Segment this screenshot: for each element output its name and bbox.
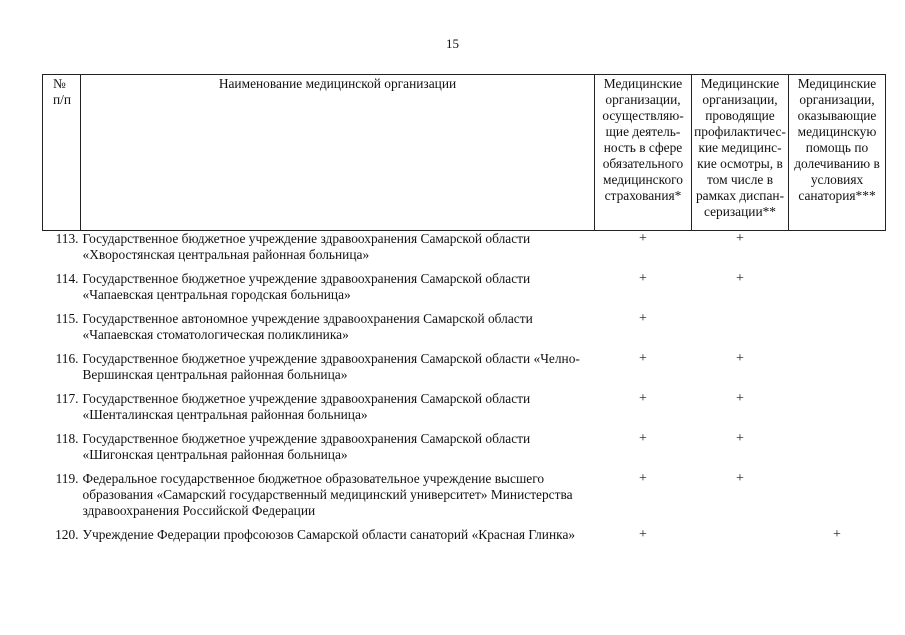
organization-name: Государственное бюджетное учреждение здравоохранения Самарской области «Чапаевская центральная городская больница» — [82, 271, 531, 302]
sanatorium-mark — [789, 271, 886, 311]
organization-name: Государственное бюджетное учреждение здравоохранения Самарской области «Шенталинская центральная районная больница» — [82, 391, 531, 422]
sanatorium-mark — [789, 471, 886, 527]
checkup-mark: + — [736, 391, 744, 406]
row-number: 120. — [55, 527, 79, 542]
oms-mark: + — [639, 431, 647, 446]
header-number-abbrev: п/п — [53, 92, 72, 107]
checkup-mark: + — [736, 431, 744, 446]
header-number — [43, 75, 81, 231]
organization-name: Учреждение Федерации профсоюзов Самарской области санаторий «Красная Глинка» — [82, 527, 576, 542]
checkup-mark — [692, 527, 789, 551]
header-number-symbol: № — [53, 76, 66, 91]
oms-mark: + — [639, 271, 647, 286]
table-row — [43, 271, 886, 311]
row-number: 115. — [55, 311, 79, 326]
oms-mark: + — [639, 351, 647, 366]
row-number: 113. — [55, 231, 79, 246]
sanatorium-mark — [789, 391, 886, 431]
organization-name: Федеральное государственное бюджетное образовательное учреждение высшего образования «Самарский государственный медицинский университет» Министерства здравоохранения Российской Федерации — [82, 471, 573, 518]
oms-mark: + — [639, 231, 647, 246]
sanatorium-mark — [789, 231, 886, 272]
table-row — [43, 231, 886, 272]
header-organization-name: Наименование медицинской организации — [81, 75, 595, 231]
table-row — [43, 527, 886, 551]
organizations-table — [42, 74, 886, 551]
table-row — [43, 351, 886, 391]
organization-name: Государственное бюджетное учреждение здравоохранения Самарской области «Шигонская центральная районная больница» — [82, 431, 531, 462]
table-row — [43, 311, 886, 351]
checkup-mark: + — [736, 231, 744, 246]
checkup-mark — [692, 311, 789, 351]
table-row — [43, 431, 886, 471]
table-header-row — [43, 75, 886, 231]
header-oms-column: Медицинские организации, осуществляю-щие деятель-ность в сфере обязательного медицинского страхования* — [595, 75, 692, 231]
checkup-mark: + — [736, 471, 744, 486]
page-number: 15 — [446, 36, 459, 51]
header-sanatorium-column: Медицинские организации, оказывающие медицинскую помощь по долечиванию в условиях санатория*** — [789, 75, 886, 231]
table-row — [43, 471, 886, 527]
row-number: 117. — [55, 391, 79, 406]
checkup-mark: + — [736, 271, 744, 286]
sanatorium-mark: + — [833, 527, 841, 542]
row-number: 116. — [55, 351, 79, 366]
checkup-mark: + — [736, 351, 744, 366]
organization-name: Государственное бюджетное учреждение здравоохранения Самарской области «Хворостянская центральная районная больница» — [82, 231, 531, 262]
organization-name: Государственное автономное учреждение здравоохранения Самарской области «Чапаевская стоматологическая поликлиника» — [82, 311, 533, 342]
row-number: 118. — [55, 431, 79, 446]
oms-mark: + — [639, 471, 647, 486]
sanatorium-mark — [789, 311, 886, 351]
oms-mark: + — [639, 527, 647, 542]
row-number: 114. — [55, 271, 79, 286]
sanatorium-mark — [789, 351, 886, 391]
organization-name: Государственное бюджетное учреждение здравоохранения Самарской области «Челно-Вершинская центральная районная больница» — [82, 351, 580, 382]
table-row — [43, 391, 886, 431]
sanatorium-mark — [789, 431, 886, 471]
row-number: 119. — [55, 471, 79, 486]
header-checkup-column: Медицинские организации, проводящие профилактичес-кие медицинс-кие осмотры, в том числе в рамках диспан-серизации** — [692, 75, 789, 231]
oms-mark: + — [639, 391, 647, 406]
oms-mark: + — [639, 311, 647, 326]
